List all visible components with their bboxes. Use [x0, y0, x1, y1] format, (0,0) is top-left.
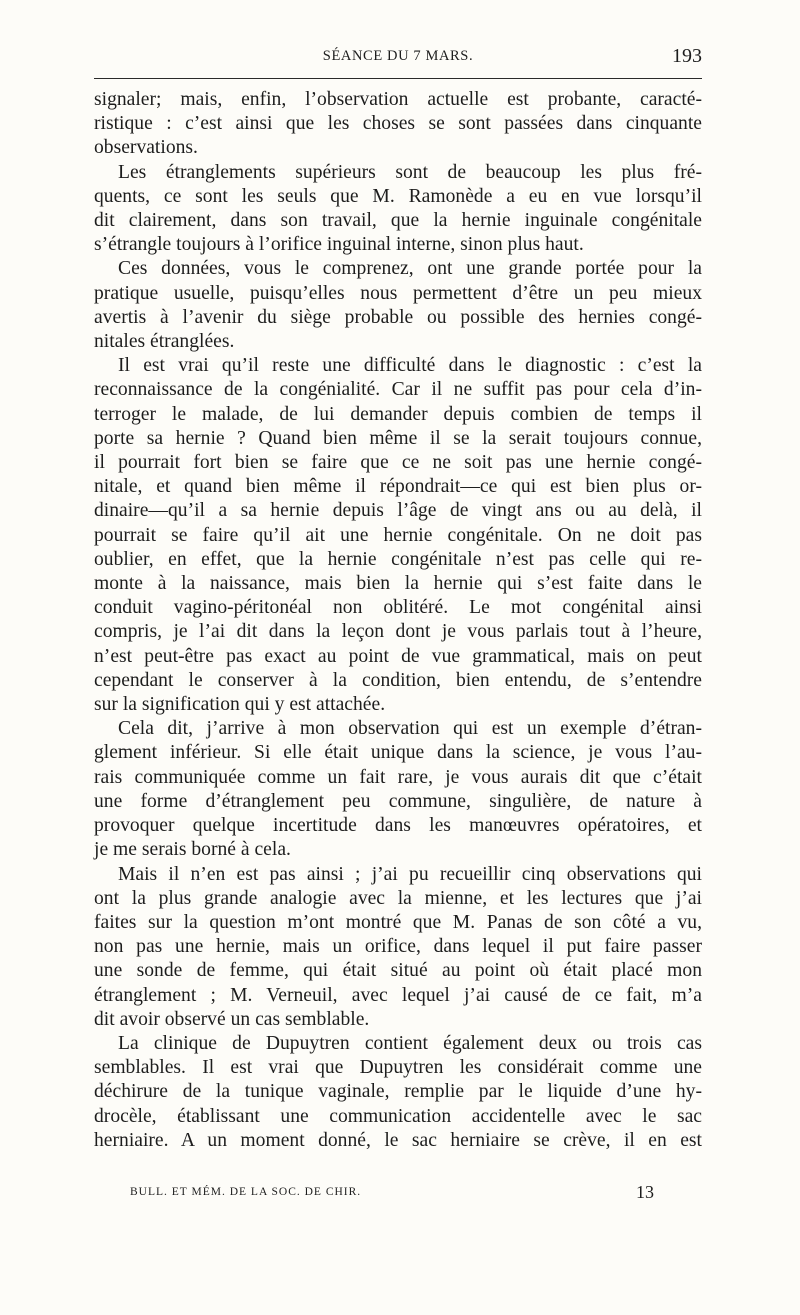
text-line: Cela dit, j’arrive à mon observation qui est un exemple d’étran- [118, 718, 702, 740]
text-line: signaler; mais, enfin, l’observation actuelle est probante, caracté- [94, 89, 702, 110]
paragraph [94, 863, 702, 1032]
text-line: Ces données, vous le comprenez, ont une grande portée pour la [118, 258, 702, 280]
text-line: compris, je l’ai dit dans la leçon dont je vous parlais tout à l’heure, [94, 621, 702, 643]
paragraph [94, 1032, 702, 1153]
text-line: provoquer quelque incertitude dans les manœuvres opératoires, et [94, 815, 702, 837]
text-line: drocèle, établissant une communication accidentelle avec le sac [94, 1105, 702, 1127]
body-text [94, 88, 702, 1153]
text-line: il pourrait fort bien se faire que ce ne soit pas une hernie congé- [94, 452, 702, 474]
text-line: une forme d’étranglement peu commune, singulière, de nature à [94, 790, 702, 812]
paragraph [94, 257, 702, 354]
text-line: La clinique de Dupuytren contient également deux ou trois cas [118, 1032, 702, 1054]
text-line: sur la signification qui y est attachée. [94, 694, 386, 716]
text-line: herniaire. A un moment donné, le sac herniaire se crève, il en est [94, 1129, 702, 1151]
text-line: n’est peut-être pas exact au point de vue grammatical, mais on peut [94, 645, 702, 667]
paragraph [94, 161, 702, 258]
text-line: déchirure de la tunique vaginale, remplie par le liquide d’une hy- [94, 1081, 702, 1103]
page-number: 193 [672, 45, 702, 67]
text-line: cependant le conserver à la condition, bien entendu, de s’entendre [94, 669, 702, 691]
paragraph [94, 88, 702, 161]
text-line: Mais il n’en est pas ainsi ; j’ai pu recueillir cinq observations qui [118, 863, 702, 885]
page-footer [130, 1182, 654, 1206]
text-line: oublier, en effet, que la hernie congénitale n’est pas celle qui re- [94, 548, 702, 570]
text-line: nitales étranglées. [94, 331, 235, 353]
text-line: avertis à l’avenir du siège probable ou possible des hernies congé- [94, 306, 702, 328]
text-line: non pas une hernie, mais un orifice, dans lequel il put faire passer [94, 936, 702, 958]
text-line: ont la plus grande analogie avec la mienne, et les lectures que j’ai [94, 887, 702, 909]
text-line: monte à la naissance, mais bien la hernie qui s’est faite dans le [94, 573, 702, 595]
text-line: reconnaissance de la congénialité. Car il ne suffit pas pour cela d’in- [94, 379, 702, 401]
text-line: Il est vrai qu’il reste une difficulté dans le diagnostic : c’est la [118, 355, 702, 377]
footer-sheet-number: 13 [636, 1182, 654, 1202]
text-line: nitale, et quand bien même il répondrait—ce qui est bien plus or- [94, 476, 702, 498]
footer-signature: BULL. ET MÉM. DE LA SOC. DE CHIR. [130, 1186, 362, 1198]
text-line: quents, ce sont les seuls que M. Ramonède a eu en vue lorsqu’il [94, 185, 702, 207]
text-line: dinaire—qu’il a sa hernie depuis l’âge de vingt ans ou au delà, il [94, 500, 702, 522]
page-header [94, 44, 702, 72]
text-line: s’étrangle toujours à l’orifice inguinal interne, sinon plus haut. [94, 234, 584, 256]
text-line: étranglement ; M. Verneuil, avec lequel j’ai causé de ce fait, m’a [94, 984, 702, 1006]
text-line: terroger le malade, de lui demander depuis combien de temps il [94, 403, 702, 425]
text-line: semblables. Il est vrai que Dupuytren les considérait comme une [94, 1057, 702, 1079]
text-line: ristique : c’est ainsi que les choses se sont passées dans cinquante [94, 113, 702, 135]
text-line: faites sur la question m’ont montré que M. Panas de son côté a vu, [94, 911, 702, 933]
text-line: pourrait se faire qu’il ait une hernie congénitale. On ne doit pas [94, 524, 702, 546]
text-line: conduit vagino-péritonéal non oblitéré. Le mot congénital ainsi [94, 597, 702, 619]
header-rule [94, 78, 702, 79]
text-line: rais communiquée comme un fait rare, je vous aurais dit que c’était [94, 766, 702, 788]
text-line: Les étranglements supérieurs sont de beaucoup les plus fré- [118, 161, 702, 183]
paragraph [94, 717, 702, 862]
text-line: dit avoir observé un cas semblable. [94, 1008, 370, 1030]
text-line: une sonde de femme, qui était situé au point où était placé mon [94, 960, 702, 982]
text-line: porte sa hernie ? Quand bien même il se la serait toujours connue, [94, 427, 702, 449]
text-line: je me serais borné à cela. [94, 839, 291, 861]
text-line: pratique usuelle, puisqu’elles nous permettent d’être un peu mieux [94, 282, 702, 304]
text-line: dit clairement, dans son travail, que la hernie inguinale congénitale [94, 210, 702, 232]
text-line: glement inférieur. Si elle était unique dans la science, je vous l’au- [94, 742, 702, 764]
running-title: SÉANCE DU 7 MARS. [322, 48, 474, 64]
text-line: observations. [94, 137, 198, 159]
paragraph [94, 354, 702, 717]
